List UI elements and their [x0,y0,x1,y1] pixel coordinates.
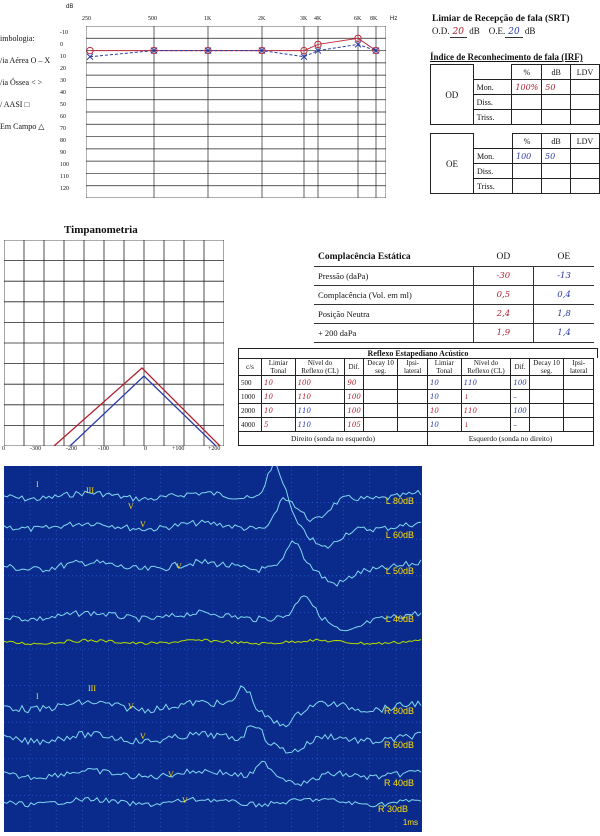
wave-mark: III [88,684,96,693]
srt-oe-label: O.E. [488,26,506,36]
reflex-header: Nível do Reflexo (CL) [461,359,511,376]
reflex-dif-e: – [511,390,529,404]
wave-mark: V [140,520,146,529]
freq-label: 4K [314,16,322,22]
reflex-nr-d: 110 [295,418,345,432]
tympanometry-section [0,222,240,458]
irf-header: LDV [571,65,600,80]
tymp-x-tick: +200 [208,446,221,452]
reflex-footer-right: Esquerdo (sonda no direito) [427,432,593,446]
reflex-section [238,348,598,446]
db-tick: 0 [60,42,63,48]
tympanometry-x-axis [0,446,240,456]
db-tick: -10 [60,30,68,36]
legend-bone: /ia Óssea < > [0,78,43,87]
reflex-dif-d: 90 [345,376,363,390]
tymp-od-curve [54,368,220,446]
compliance-od-value: 0,5 [473,286,533,305]
bera-label-r30: R 30dB [377,804,408,814]
wave-mark: V [128,702,134,711]
irf-oe-label: OE [431,134,474,194]
irf-header: LDV [571,134,600,149]
db-tick: 30 [60,78,66,84]
db-tick: 20 [60,66,66,72]
irf-header: % [513,134,542,149]
bera-label-r40: R 40dB [383,778,414,788]
freq-label: 6K [354,16,362,22]
bera-label-r80: R 80dB [383,706,414,716]
reflex-footer-left: Direito (sonda no esquerdo) [239,432,428,446]
irf-header: dB [542,134,571,149]
audiogram-freq-axis [0,16,420,26]
irf-row-label: Mon. [474,149,513,164]
irf-row-label: Triss. [473,110,512,125]
tymp-x-tick: +100 [172,446,185,452]
tymp-x-tick: -300 [30,446,41,452]
reflex-header: Ipsi-lateral [564,359,594,376]
wave-mark: I [36,480,39,489]
compliance-oe-value: 0,4 [534,286,594,305]
reflex-nr-d: 110 [295,404,345,418]
db-tick: 110 [60,174,69,180]
reflex-nr-d: 100 [295,376,345,390]
irf-od-label: OD [431,65,474,125]
freq-label: 250 [82,16,91,22]
wave-mark: I [36,692,39,701]
reflex-nr-d: 110 [295,390,345,404]
irf-section [430,52,600,194]
srt-values [432,26,600,37]
irf-oe-mon-db: 50 [542,149,571,164]
compliance-row-label: Pressão (daPa) [314,267,473,286]
compliance-oe-value: 1,8 [534,305,594,324]
compliance-od-value: 1,9 [473,324,533,343]
srt-title: Limiar de Recepção de fala (SRT) [432,14,570,24]
reflex-header: Decay 10 seg. [529,359,564,376]
audiogram-db-axis [60,30,82,200]
compliance-table [314,248,594,343]
audiogram-grid [86,26,386,198]
bera-label-r60: R 60dB [383,740,414,750]
reflex-nr-e: ↓ [461,418,511,432]
freq-label: 8K [370,16,378,22]
compliance-row-label: + 200 daPa [314,324,473,343]
legend-aasi: / AASI □ [0,100,30,109]
audiogram-section [0,0,420,205]
bera-background [4,466,422,832]
compliance-row-label: Complacência (Vol. em ml) [314,286,473,305]
irf-oe-mon-pct: 100 [513,149,542,164]
reflex-hz: 4000 [239,418,262,432]
reflex-dif-e: 100 [511,376,529,390]
reflex-hz: 500 [239,376,262,390]
reflex-lt-d: 10 [262,390,296,404]
reflex-lt-d: 10 [262,404,296,418]
irf-row-label: Diss. [473,95,512,110]
irf-oe-table [430,133,600,194]
srt-oe-value: 20 [505,27,522,38]
reflex-table [238,358,594,446]
audiogram-legend [0,28,50,138]
reflex-lt-e: 10 [427,404,461,418]
freq-label: 3K [300,16,308,22]
bera-label-l50: L 50dB [385,566,414,576]
irf-header: dB [542,65,571,80]
bera-waveforms [4,466,422,832]
irf-title: Índice de Reconhecimento de fala (IRF) [430,52,583,62]
bera-time-label: 1ms [402,818,418,827]
reflex-lt-d: 10 [262,376,296,390]
irf-row-label: Triss. [474,179,513,194]
reflex-header: Dif. [511,359,529,376]
srt-od-value: 20 [450,27,467,38]
reflex-header: Decay 10 seg. [363,359,398,376]
db-tick: 40 [60,90,66,96]
db-tick: 50 [60,102,66,108]
wave-mark: V [176,562,182,571]
compliance-col-oe: OE [534,248,594,267]
db-tick: 120 [60,186,69,192]
db-tick: 100 [60,162,69,168]
reflex-title: Reflexo Estapediano Acústico [238,348,598,358]
reflex-dif-e: 100 [511,404,529,418]
reflex-dif-d: 100 [345,404,363,418]
compliance-od-value: 2,4 [473,305,533,324]
wave-mark: III [86,486,94,495]
db-tick: 60 [60,114,66,120]
bera-panel [4,466,422,832]
reflex-lt-e: 10 [427,376,461,390]
irf-od-mon-pct: 100% [512,80,542,95]
freq-label: 500 [148,16,157,22]
reflex-hz: 1000 [239,390,262,404]
wave-mark: V [140,732,146,741]
bera-label-l40: L 40dB [385,614,414,624]
irf-row-label: Mon. [473,80,512,95]
irf-row-label: Diss. [474,164,513,179]
irf-header: % [512,65,542,80]
bera-label-l80: L 80dB [385,496,414,506]
compliance-od-value: -30 [473,267,533,286]
irf-od-table [430,64,600,125]
audiogram-hz-label: Hz [390,16,398,22]
reflex-nr-e: 110 [461,404,511,418]
tymp-x-tick: -100 [98,446,109,452]
reflex-header: Nível do Reflexo (CL) [295,359,345,376]
reflex-nr-e: ↓ [461,390,511,404]
reflex-header: Limiar Tonal [262,359,296,376]
reflex-header: Dif. [345,359,363,376]
srt-od-label: O.D. [432,26,450,36]
srt-unit: dB [469,26,480,36]
legend-title: imbologia: [0,34,35,43]
tympanometry-title: Timpanometria [64,224,138,236]
db-tick: 80 [60,138,66,144]
reflex-dif-d: 105 [345,418,363,432]
reflex-header: Ipsi-lateral [398,359,428,376]
compliance-section [314,248,600,343]
reflex-dif-e: – [511,418,529,432]
tymp-oe-curve [70,376,216,446]
db-tick: 70 [60,126,66,132]
wave-mark: V [182,796,188,805]
db-tick: 10 [60,54,66,60]
freq-label: 1K [204,16,212,22]
srt-section [432,14,600,37]
reflex-lt-d: 5 [262,418,296,432]
compliance-oe-value: -13 [534,267,594,286]
reflex-lt-e: 10 [427,418,461,432]
reflex-hz: 2000 [239,404,262,418]
wave-mark: V [128,502,134,511]
legend-field: Em Campo △ [0,122,45,131]
tymp-x-tick: 0 [144,446,147,452]
reflex-lt-e: 10 [427,390,461,404]
compliance-row-label: Posição Neutra [314,305,473,324]
compliance-oe-value: 1,4 [534,324,594,343]
tympanogram [4,240,224,446]
compliance-col-od: OD [473,248,533,267]
freq-label: 2K [258,16,266,22]
wave-mark: V [168,770,174,779]
tymp-x-tick: -200 [66,446,77,452]
bera-label-l60: L 60dB [385,530,414,540]
audiogram-db-label: dB [66,4,74,10]
reflex-header: c/s [239,359,262,376]
reflex-dif-d: 100 [345,390,363,404]
srt-unit: dB [524,26,536,36]
db-tick: 90 [60,150,66,156]
reflex-nr-e: 110 [461,376,511,390]
compliance-title: Complacência Estática [314,248,473,267]
legend-air: /ia Aérea O – X [0,56,51,65]
reflex-header: Limiar Tonal [427,359,461,376]
irf-od-mon-db: 50 [542,80,571,95]
tymp-x-tick: 0 [2,446,5,452]
